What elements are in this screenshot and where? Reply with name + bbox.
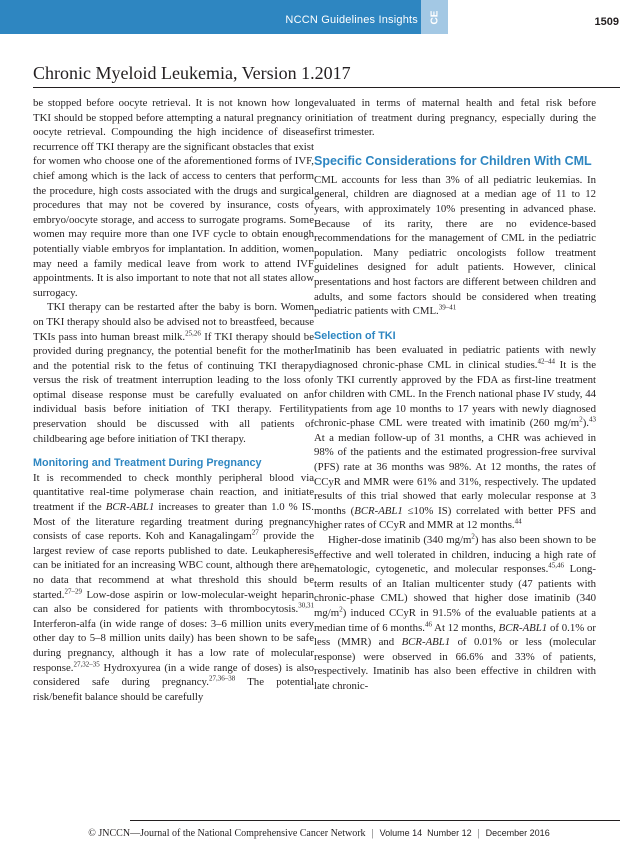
footer: © JNCCN—Journal of the National Comprehensive Cancer Network | Volume 14 Number 12 | December 2016: [88, 828, 550, 839]
paragraph: It is recommended to check monthly peripheral blood via quantitative real-time polymerase chain reaction, and initiate treatment if the BCR-ABL1 increases to greater than 1.0 % IS. Most of the literature regarding treatment during pregnancy consists of case reports. Koh and Kanagalingam$^{27}$ provide the largest review of case reports published to date. Leukapheresis can be initiated for an increasing WBC count, although there are no data that recommend at what threshold this should be started.$^{27-29}$ Low-dose aspirin or low-molecular-weight heparin can also be considered for patients with thrombocytosis.$^{30,31}$ Interferon-alfa (in wide range of doses: 3–6 million units every other day to 5–8 million units daily) has been shown to be safe during pregnancy, although it has a low rate of molecular response.$^{27,32-35}$ Hydroxyurea (in a wide range of doses) is also considered safe during pregnancy.$^{27,36-38}$ The potential risk/benefit balance should be carefully: [33, 471, 314, 703]
header-bar: [0, 0, 448, 34]
footer-date: December 2016: [485, 828, 550, 838]
footer-rule: [130, 820, 620, 821]
subheading-selection-of-tki: Selection of TKI: [314, 329, 396, 342]
footer-number: Number 12: [427, 828, 472, 838]
right-column: [314, 96, 596, 694]
paragraph: CML accounts for less than 3% of all pediatric leukemias. In general, children are diagnosed at a median age of 11 to 12 years, with approximately 10% presenting in advanced phase. Because of its rarity, there are no evidence-based recommendations for the management of CML in the pediatric population. Many pediatric oncologists follow treatment guidelines designed for adult patients. However, clinical presentations and host factors are different between children and adults, and some factors should be considered when treating pediatric patients with CML.$^{39-41}$: [314, 173, 596, 318]
footer-volume: Volume 14: [379, 828, 423, 838]
page-number: 1509: [594, 16, 619, 28]
paragraph: Higher-dose imatinib (340 $mg/m^2$) has also been shown to be effective and well tolerated in children, inducing a high rate of hematologic, cytogenetic, and molecular responses.$^{45,46}$ Long-term results of an Italian multicenter study (47 patients with chronic-phase CML) showed that higher dose imatinib (340 $mg/m^2$) induced CCyR in 91.5% of the evaluable patients at a median time of 6 months.$^{46}$ At 12 months, BCR-ABL1 of 0.1% or less (MMR) and BCR-ABL1 of 0.01% or less (molecular response) were observed in 66.6% and 33% of patients, respectively. Imatinib has also been effective in children with late chronic-: [314, 532, 597, 692]
running-head: Chronic Myeloid Leukemia, Version 1.2017: [33, 63, 351, 83]
section-heading-children: Specific Considerations for Children With CML: [314, 153, 592, 168]
header-label: NCCN Guidelines Insights: [285, 14, 418, 26]
paragraph: be stopped before oocyte retrieval. It is not known how long TKI should be stopped before attempting a natural pregnancy or oocyte retrieval. Compounding the high incidence of disease recurrence off TKI therapy are the significant obstacles that exist for women who choose one of the aforementioned forms of IVF, chief among which is the lack of access to centers that perform the procedure, high costs associated with the drugs and surgical procedures that may not be covered by insurance, costs of embryo/oocyte storage, and access to surrogate programs. Some women may require more than one IVF cycle to obtain enough potentially viable embryos for implantation. In addition, women may need a family medical leave from work to attend IVF appointments. It is also important to note that not all states allow surrogacy.: [33, 97, 314, 299]
header-rule: [33, 87, 620, 88]
footer-journal: © JNCCN—Journal of the National Comprehensive Cancer Network: [88, 828, 366, 839]
ce-tab-label: CE: [429, 10, 440, 24]
paragraph: Imatinib has been evaluated in pediatric patients with newly diagnosed chronic-phase CML in clinical studies.$^{42-44}$ It is the only TKI currently approved by the FDA as first-line treatment for children with CML. In the French national phase IV study, 44 patients from age 10 months to 17 years with newly diagnosed chronic-phase CML were treated with imatinib (260 $mg/m^2).^{43}$ At a median follow-up of 31 months, a CHR was achieved in 98% of the patients and the estimated progression-free survival (PFS) rate at 36 months was 98%. At 12 months, the rates of CCyR and MMR were 61% and 31%, respectively. The updated results of this trial showed that early molecular response at 3 months (BCR-ABL1 ≤10% IS) correlated with better PFS and higher rates of CCyR and MMR at 12 months.$^{44}$: [314, 344, 596, 532]
paragraph: TKI therapy can be restarted after the baby is born. Women on TKI therapy should also be advised not to breastfeed, because TKIs pass into human breast milk.$^{25,26}$ If TKI therapy should be provided during pregnancy, the potential benefit for the mother and the potential risk to the fetus of continuing TKI therapy versus the risk of treatment interruption leading to the loss of optimal disease response must be carefully evaluated on an individual basis before initiation of TKI therapy. Fertility preservation should be discussed with all patients of childbearing age before initiation of TKI therapy.: [33, 301, 314, 445]
left-column: [33, 96, 314, 704]
subheading-monitoring: Monitoring and Treatment During Pregnancy: [33, 457, 262, 470]
ce-tab: [421, 0, 448, 34]
paragraph: evaluated in terms of maternal health and fetal risk before initiation of treatment during pregnancy, especially during the first trimester.: [314, 97, 596, 139]
